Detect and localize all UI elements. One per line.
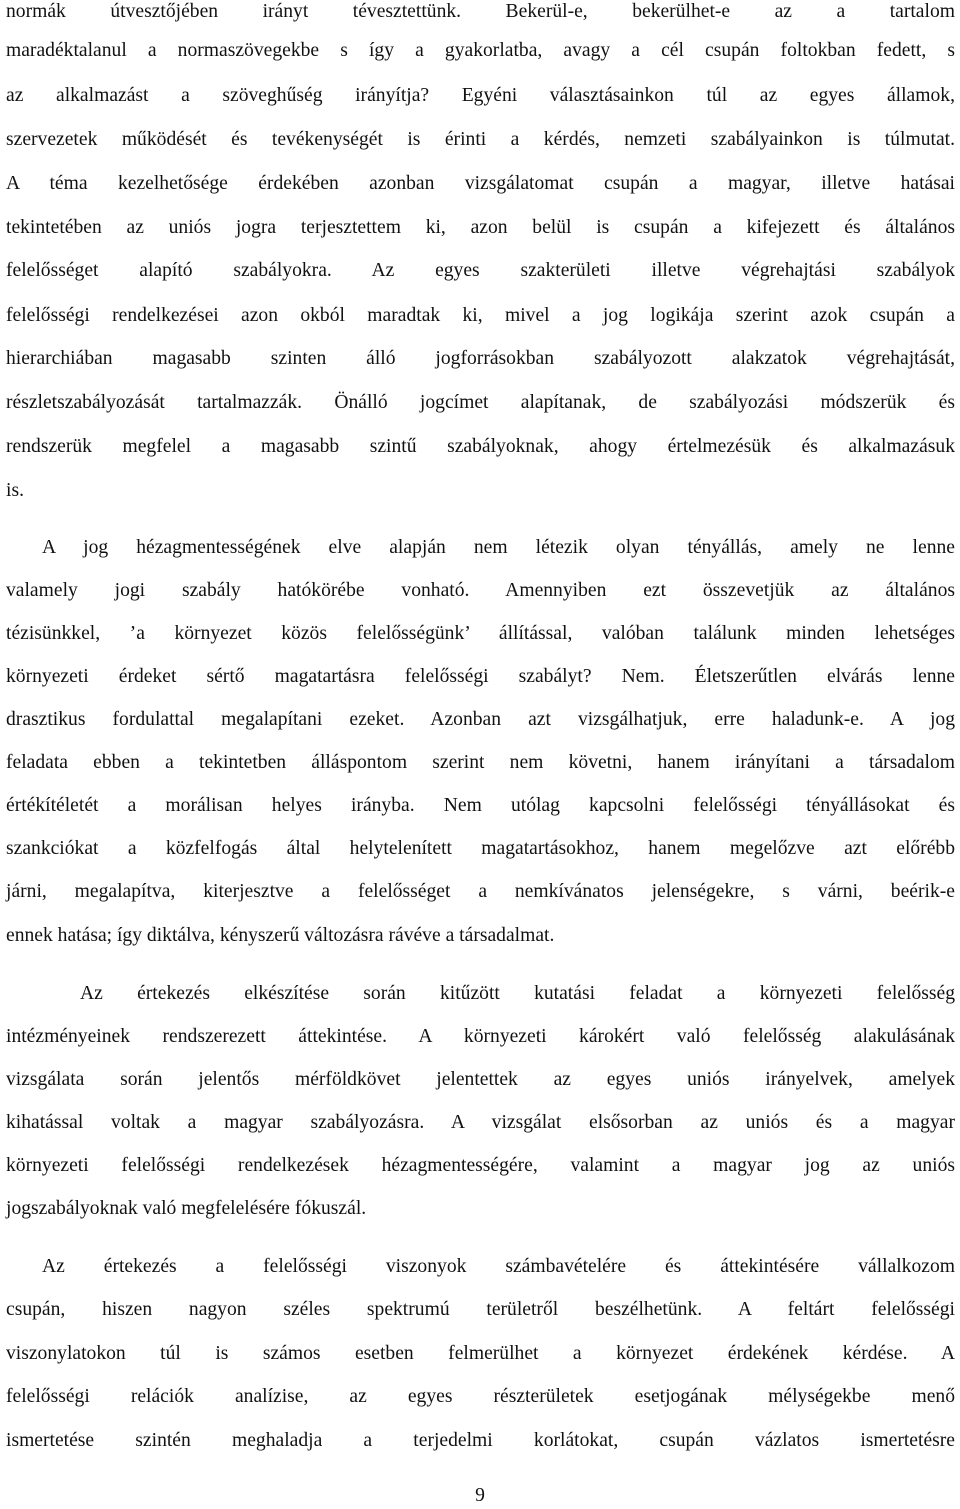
text-line: csupán, hiszen nagyon széles spektrumú területről beszélhetünk. A feltárt felelősségi <box>6 1299 955 1320</box>
text-line: intézményeinek rendszerezett áttekintése. A környezeti károkért való felelősség alakulásának <box>6 1026 955 1047</box>
text-line: környezeti felelősségi rendelkezések hézagmentességére, valamint a magyar jog az uniós <box>6 1155 955 1176</box>
text-line: feladata ebben a tekintetben álláspontom szerint nem követni, hanem irányítani a társadalom <box>6 752 955 773</box>
text-line: viszonylatokon túl is számos esetben felmerülhet a környezet érdekének kérdése. A <box>6 1343 955 1364</box>
text-line: is. <box>6 480 24 501</box>
text-line: felelősséget alapító szabályokra. Az egyes szakterületi illetve végrehajtási szabályok <box>6 260 955 281</box>
text-line: drasztikus fordulattal megalapítani ezeket. Azonban azt vizsgálhatjuk, erre haladunk-e. A jog <box>6 709 955 730</box>
text-line: normák útvesztőjében irányt tévesztettünk. Bekerül-e, bekerülhet-e az a tartalom <box>6 1 955 22</box>
text-line: hierarchiában magasabb szinten álló jogforrásokban szabályozott alakzatok végrehajtását, <box>6 348 955 369</box>
text-line: kihatással voltak a magyar szabályozásra. A vizsgálat elsősorban az uniós és a magyar <box>6 1112 955 1133</box>
text-line: valamely jogi szabály hatókörébe vonható. Amennyiben ezt összevetjük az általános <box>6 580 955 601</box>
text-line: részletszabályozását tartalmazzák. Önálló jogcímet alapítanak, de szabályozási módszerük és <box>6 392 955 413</box>
text-line: A téma kezelhetősége érdekében azonban vizsgálatomat csupán a magyar, illetve hatásai <box>6 173 955 194</box>
text-line: A jog hézagmentességének elve alapján nem létezik olyan tényállás, amely ne lenne <box>42 537 955 558</box>
text-line: szankciókat a közfelfogás által helytelenített magatartásokhoz, hanem megelőzve azt előrébb <box>6 838 955 859</box>
text-line: ennek hatása; így diktálva, kényszerű változásra rávéve a társadalmat. <box>6 925 555 946</box>
text-line: tekintetében az uniós jogra terjesztettem ki, azon belül is csupán a kifejezett és általános <box>6 217 955 238</box>
text-line: maradéktalanul a normaszövegekbe s így a gyakorlatba, avagy a cél csupán foltokban fedett, s <box>6 40 955 61</box>
text-line: tézisünkkel, ’a környezet közös felelősségünk’ állítással, valóban találunk minden lehetséges <box>6 623 955 644</box>
text-line: ismertetése szintén meghaladja a terjedelmi korlátokat, csupán vázlatos ismertetésre <box>6 1430 955 1451</box>
text-line: az alkalmazást a szöveghűség irányítja? Egyéni választásainkon túl az egyes államok, <box>6 85 955 106</box>
text-line: felelősségi relációk analízise, az egyes részterületek esetjogának mélységekbe menő <box>6 1386 955 1407</box>
text-line: szervezetek működését és tevékenységét is érinti a kérdés, nemzeti szabályainkon is túlmutat. <box>6 129 955 150</box>
text-line: környezeti érdeket sértő magatartásra felelősségi szabályt? Nem. Életszerűtlen elvárás lenne <box>6 666 955 687</box>
text-line: vizsgálata során jelentős mérföldkövet jelentettek az egyes uniós irányelvek, amelyek <box>6 1069 955 1090</box>
text-line: Az értekezés elkészítése során kitűzött kutatási feladat a környezeti felelősség <box>80 983 955 1004</box>
text-line: értékítéletét a morálisan helyes irányba. Nem utólag kapcsolni felelősségi tényállásokat és <box>6 795 955 816</box>
text-line: járni, megalapítva, kiterjesztve a felelősséget a nemkívánatos jelenségekre, s várni, beérik-e <box>6 881 955 902</box>
text-line: felelősségi rendelkezései azon okból maradtak ki, mivel a jog logikája szerint azok csupán a <box>6 305 955 326</box>
text-line: jogszabályoknak való megfelelésére fókuszál. <box>6 1198 367 1219</box>
text-line: rendszerük megfelel a magasabb szintű szabályoknak, ahogy értelmezésük és alkalmazásuk <box>6 436 955 457</box>
text-line: Az értekezés a felelősségi viszonyok számbavételére és áttekintésére vállalkozom <box>42 1256 955 1277</box>
page-number: 9 <box>475 1485 485 1506</box>
